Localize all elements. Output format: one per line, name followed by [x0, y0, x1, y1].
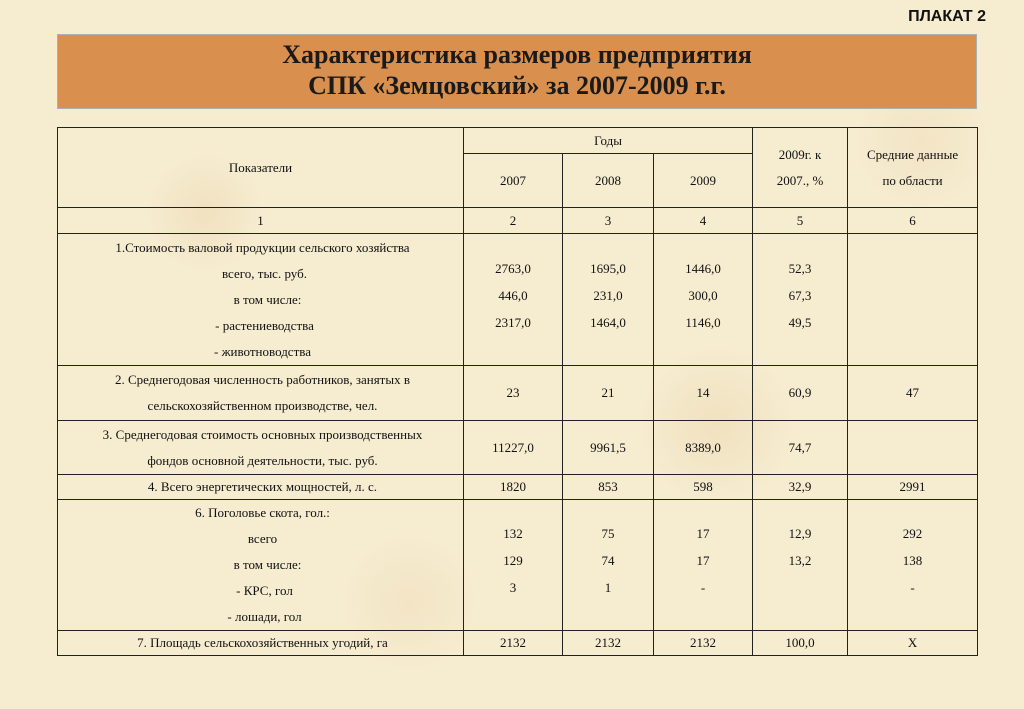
value: 446,0 — [498, 288, 528, 303]
value: 74 — [601, 553, 615, 568]
value: 2763,0 — [495, 261, 531, 276]
row2-2009: 14 — [654, 366, 753, 421]
value: 132 — [503, 526, 523, 541]
row4-2007: 1820 — [464, 475, 563, 500]
value: 300,0 — [688, 288, 718, 303]
label-line: в том числе: — [233, 291, 302, 307]
label-line: 6. Поголовье скота, гол.: — [195, 505, 330, 520]
header-year-2007: 2007 — [464, 154, 563, 208]
column-number-row — [58, 208, 978, 234]
row7-2007: 2132 — [464, 631, 563, 656]
value: 75 — [601, 526, 615, 541]
title-line-2: СПК «Земцовский» за 2007-2009 г.г. — [308, 71, 726, 100]
row1-2008 — [563, 234, 654, 366]
row7-2009: 2132 — [654, 631, 753, 656]
col-number: 1 — [58, 208, 464, 234]
row4-region: 2991 — [848, 475, 978, 500]
value: 52,3 — [788, 261, 812, 276]
label-line: в том числе: — [233, 557, 302, 572]
header-ratio-line1: 2009г. к — [778, 146, 822, 162]
header-year-2008: 2008 — [563, 154, 654, 208]
row2-region: 47 — [848, 366, 978, 421]
row2-2008: 21 — [563, 366, 654, 421]
label-line: сельскохозяйственном производстве, чел. — [147, 398, 378, 413]
label-line: - растениеводства — [215, 317, 314, 333]
value: - — [910, 580, 915, 595]
table-row-land-area — [58, 631, 978, 656]
col-number: 6 — [848, 208, 978, 234]
row3-label — [58, 421, 464, 475]
row7-2008: 2132 — [563, 631, 654, 656]
label-line: фондов основной деятельности, тыс. руб. — [147, 452, 378, 468]
row3-2008: 9961,5 — [563, 421, 654, 475]
row4-2008: 853 — [563, 475, 654, 500]
label-line: 1.Стоимость валовой продукции сельского хозяйства — [115, 239, 410, 255]
row6-label — [58, 500, 464, 631]
value: 292 — [902, 526, 923, 541]
row7-ratio: 100,0 — [753, 631, 848, 656]
row6-ratio — [753, 500, 848, 631]
value: 13,2 — [788, 553, 812, 568]
header-region-line1: Средние данные — [866, 146, 959, 162]
row6-2009 — [654, 500, 753, 631]
value: 129 — [503, 553, 523, 568]
row4-ratio: 32,9 — [753, 475, 848, 500]
label-line: - лошади, гол — [227, 609, 302, 624]
row1-label — [58, 234, 464, 366]
enterprise-size-table — [57, 127, 978, 656]
table-row-energy — [58, 475, 978, 500]
title-line-1: Характеристика размеров предприятия — [282, 40, 752, 69]
col-number: 4 — [654, 208, 753, 234]
label-line: 2. Среднегодовая численность работников, занятых в — [115, 372, 410, 387]
label-line: всего, тыс. руб. — [222, 265, 307, 281]
poster-label: ПЛАКАТ 2 — [908, 8, 986, 25]
table-row-livestock — [58, 500, 978, 631]
row1-region — [848, 234, 978, 366]
value: 231,0 — [593, 288, 623, 303]
header-ratio-line2: 2007., % — [776, 172, 824, 188]
col-number: 2 — [464, 208, 563, 234]
row1-2009 — [654, 234, 753, 366]
value: 17 — [696, 526, 710, 541]
value: 3 — [509, 580, 517, 595]
header-indicators: Показатели — [58, 128, 464, 208]
col-number: 5 — [753, 208, 848, 234]
row7-label: 7. Площадь сельскохозяйственных угодий, га — [58, 631, 464, 656]
value: 49,5 — [788, 315, 812, 330]
label-line: всего — [247, 531, 278, 546]
header-region — [848, 128, 978, 208]
row1-2007 — [464, 234, 563, 366]
value: - — [700, 580, 706, 595]
table-row-workers — [58, 366, 978, 421]
value: 1695,0 — [590, 261, 626, 276]
header-years: Годы — [464, 128, 753, 154]
label-line: - животноводства — [213, 343, 311, 359]
row3-2009: 8389,0 — [654, 421, 753, 475]
row2-2007: 23 — [464, 366, 563, 421]
row1-ratio — [753, 234, 848, 366]
label-line: 3. Среднегодовая стоимость основных производственных — [102, 426, 423, 442]
value: 1 — [604, 580, 612, 595]
row4-2009: 598 — [654, 475, 753, 500]
header-region-line2: по области — [882, 172, 943, 188]
title-banner — [57, 34, 977, 109]
row7-region: Х — [848, 631, 978, 656]
col-number: 3 — [563, 208, 654, 234]
label-line: - КРС, гол — [236, 583, 293, 598]
row2-ratio: 60,9 — [753, 366, 848, 421]
row6-2008 — [563, 500, 654, 631]
row3-2007: 11227,0 — [464, 421, 563, 475]
row6-2007 — [464, 500, 563, 631]
table-row-gross-output — [58, 234, 978, 366]
row2-label — [58, 366, 464, 421]
row3-ratio: 74,7 — [753, 421, 848, 475]
value: 138 — [902, 553, 923, 568]
value: 1446,0 — [685, 261, 721, 276]
value: 1464,0 — [590, 315, 626, 330]
table-row-fixed-assets — [58, 421, 978, 475]
row3-region — [848, 421, 978, 475]
value: 2317,0 — [495, 315, 531, 330]
value: 12,9 — [788, 526, 812, 541]
row6-region — [848, 500, 978, 631]
header-year-2009: 2009 — [654, 154, 753, 208]
row4-label: 4. Всего энергетических мощностей, л. с. — [58, 475, 464, 500]
header-ratio — [753, 128, 848, 208]
value: 17 — [696, 553, 710, 568]
value: 67,3 — [788, 288, 812, 303]
value: 1146,0 — [685, 315, 721, 330]
